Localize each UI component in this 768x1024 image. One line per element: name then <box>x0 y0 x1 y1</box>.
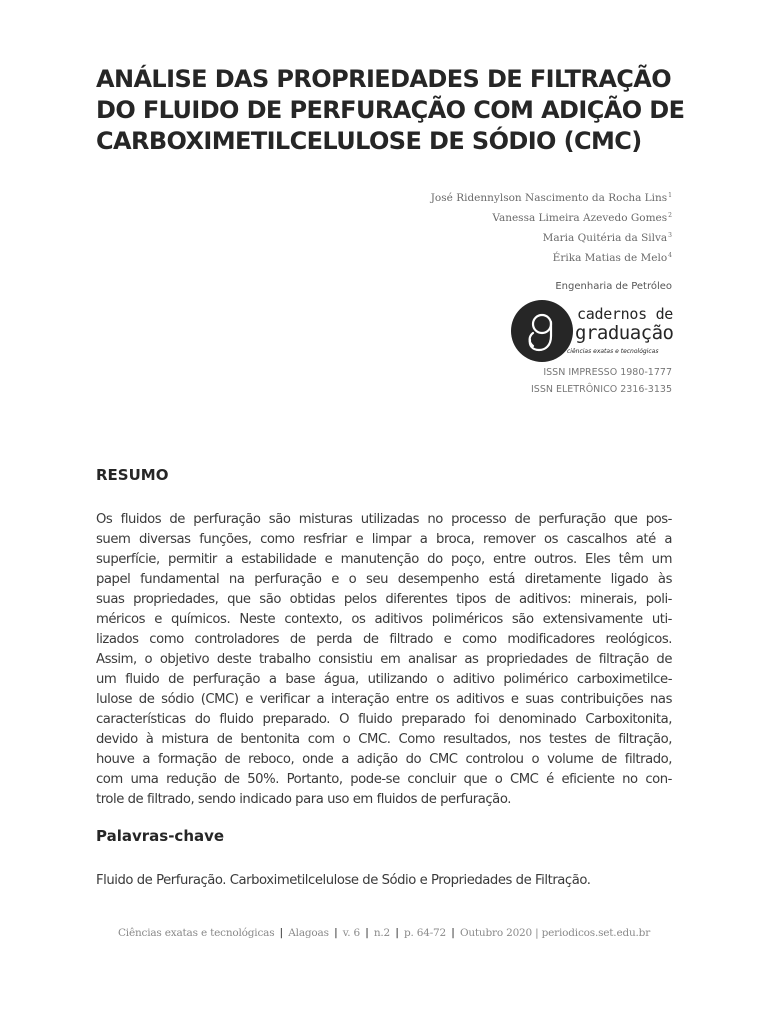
title-line-2: DO FLUIDO DE PERFURAÇÃO COM ADIÇÃO DE <box>96 96 685 124</box>
author-3 <box>431 226 672 246</box>
footer-issue: n.2 <box>373 927 391 939</box>
abstract-line: lulose de sódio (CMC) e verificar a interação entre os aditivos e suas contribuições nas <box>96 692 672 707</box>
abstract-line: Assim, o objetivo deste trabalho consistiu em analisar as propriedades de filtração de <box>96 652 672 667</box>
author-name: Vanessa Limeira Azevedo Gomes <box>492 212 668 224</box>
abstract-line: Os fluidos de perfuração são misturas utilizadas no processo de perfuração que pos- <box>96 512 672 527</box>
author-name: José Ridennylson Nascimento da Rocha Lins <box>430 192 668 204</box>
abstract-line: méricos e químicos. Neste contexto, os aditivos poliméricos são extensivamente uti- <box>96 612 672 627</box>
author-4 <box>431 246 672 266</box>
abstract-line: características do fluido preparado. O fluido preparado foi denominado Carboxitonita, <box>96 712 672 727</box>
footer-date: Outubro 2020 <box>459 927 533 939</box>
abstract-line: trole de filtrado, sendo indicado para uso em fluidos de perfuração. <box>96 792 511 807</box>
footer-separator: | <box>333 927 338 939</box>
footer-location: Alagoas <box>288 927 329 939</box>
abstract-line: superfície, permitir a estabilidade e manutenção do poço, entre outros. Eles têm um <box>96 552 672 567</box>
abstract-text <box>96 510 672 810</box>
footer-volume: v. 6 <box>342 927 360 939</box>
footer-separator: | <box>451 927 455 939</box>
journal-logo-icon <box>511 300 573 362</box>
abstract-line: suas propriedades, que são obtidas pelos diferentes tipos de aditivos: minerais, poli- <box>96 592 672 607</box>
footer-separator: | <box>279 927 284 939</box>
author-list <box>431 186 672 266</box>
abstract-line: devido à mistura de bentonita com o CMC. Como resultados, nos testes de filtração, <box>96 732 672 747</box>
abstract-line: papel fundamental na perfuração e o seu desempenho está diretamente ligado às <box>96 572 672 587</box>
journal-logo <box>511 298 673 364</box>
title-line-3: CARBOXIMETILCELULOSE DE SÓDIO (CMC) <box>96 127 642 155</box>
journal-logo-line-3: ciências exatas e tecnológicas <box>567 348 659 355</box>
article-title <box>96 64 686 157</box>
footer-url-link[interactable]: periodicos.set.edu.br <box>541 927 651 939</box>
author-1 <box>431 186 672 206</box>
issn-block <box>531 364 672 398</box>
footer-pages: p. 64-72 <box>403 927 447 939</box>
abstract-line: suem diversas funções, como resfriar e limpar a broca, remover os cascalhos até a <box>96 532 672 547</box>
keywords-text: Fluido de Perfuração. Carboximetilcelulose de Sódio e Propriedades de Filtração. <box>96 873 591 888</box>
abstract-line: com uma redução de 50%. Portanto, pode-se concluir que o CMC é eficiente no con- <box>96 772 672 787</box>
abstract-line: houve a formação de reboco, onde a adição do CMC controlou o volume de filtrado, <box>96 752 672 767</box>
author-affiliation-mark: 2 <box>668 212 672 219</box>
department-label: Engenharia de Petróleo <box>555 281 672 292</box>
issn-print: ISSN IMPRESSO 1980-1777 <box>543 367 672 378</box>
footer-separator: | <box>395 927 399 939</box>
abstract-heading: RESUMO <box>96 466 169 484</box>
footer-section: Ciências exatas e tecnológicas <box>117 927 275 939</box>
issn-online: ISSN ELETRÔNICO 2316-3135 <box>531 384 672 395</box>
journal-logo-line-2: graduação <box>575 322 674 344</box>
title-line-1: ANÁLISE DAS PROPRIEDADES DE FILTRAÇÃO <box>96 65 672 93</box>
author-2 <box>431 206 672 226</box>
abstract-line: lizados como controladores de perda de filtrado e como modificadores reológicos. <box>96 632 672 647</box>
author-affiliation-mark: 1 <box>668 192 672 199</box>
author-name: Maria Quitéria da Silva <box>542 232 668 244</box>
journal-logo-line-1: cadernos de <box>577 305 674 323</box>
abstract-line: um fluido de perfuração a base água, utilizando o aditivo polimérico carboximetilce- <box>96 672 672 687</box>
author-affiliation-mark: 3 <box>668 232 672 239</box>
author-name: Érika Matias de Melo <box>552 252 668 264</box>
author-affiliation-mark: 4 <box>668 252 672 259</box>
keywords-heading: Palavras-chave <box>96 827 225 845</box>
footer-separator: | <box>365 927 369 939</box>
page-footer: Ciências exatas e tecnológicas | Alagoas | v. 6 | n.2 | p. 64-72 | Outubro 2020 | periodicos.set.edu.br <box>117 927 651 939</box>
